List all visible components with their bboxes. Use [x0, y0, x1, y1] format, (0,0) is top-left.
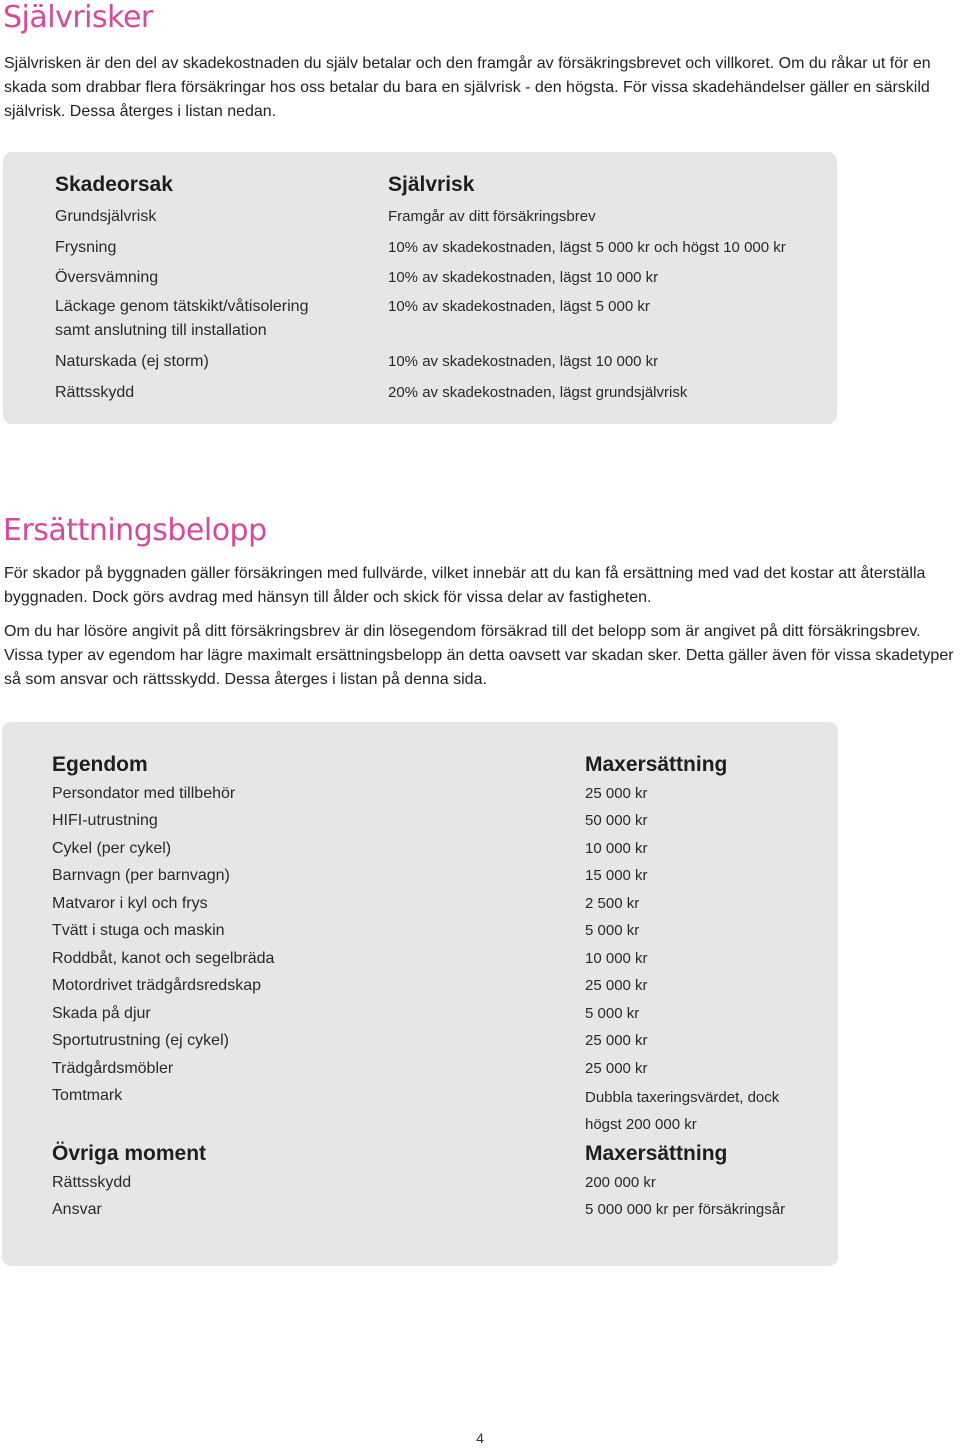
header-maxersattning: Maxersättning — [585, 753, 728, 776]
row-value: 25 000 kr — [585, 785, 648, 802]
header-ovriga-moment: Övriga moment — [52, 1142, 207, 1165]
row-item: HIFI-utrustning — [52, 812, 158, 829]
row-item: Sportutrustning (ej cykel) — [52, 1032, 229, 1049]
row-item: Matvaror i kyl och frys — [52, 895, 208, 912]
row-item: Rättsskydd — [52, 1174, 132, 1191]
row-value: Dubbla taxeringsvärdet, dock högst 200 000 kr — [585, 1089, 780, 1133]
row-item: Motordrivet trädgårdsredskap — [52, 977, 261, 994]
ersattning-paragraph-2: Om du har lösöre angivit på ditt försäkringsbrev är din lösegendom försäkrad till det belopp som är angivet på ditt försäkringsbrev. Vissa typer av egendom har lägre maximalt ersättningsbelopp än detta oavsett var skadan sker. Detta gäller även för vissa skadetyper så som ansvar och rättsskydd. Dessa återges i listan på denna sida. — [4, 623, 954, 688]
row-cause: Grundsjälvrisk — [55, 208, 157, 225]
row-value: 15 000 kr — [585, 867, 648, 884]
row-value: 5 000 kr — [585, 922, 640, 939]
row-cause: Läckage genom tätskikt/våtisolering samt anslutning till installation — [55, 298, 309, 339]
row-value: 10 000 kr — [585, 950, 648, 967]
row-value: 25 000 kr — [585, 1032, 648, 1049]
row-item: Trädgårdsmöbler — [52, 1060, 174, 1077]
row-item: Ansvar — [52, 1201, 102, 1218]
row-value: 5 000 kr — [585, 1005, 640, 1022]
row-value: 10% av skadekostnaden, lägst 10 000 kr — [388, 269, 659, 286]
row-value: 50 000 kr — [585, 812, 648, 829]
row-cause: Naturskada (ej storm) — [55, 353, 209, 370]
row-cause: Frysning — [55, 239, 117, 256]
row-value: 10% av skadekostnaden, lägst 5 000 kr och högst 10 000 kr — [388, 239, 786, 256]
row-value: 10% av skadekostnaden, lägst 5 000 kr — [388, 298, 650, 315]
row-cause: Översvämning — [55, 269, 159, 286]
ersattning-paragraph-1: För skador på byggnaden gäller försäkringen med fullvärde, vilket innebär att du kan få ersättning med vad det kostar att återställa byggnaden. Dock görs avdrag med hänsyn till ålder och skick för vissa delar av fastigheten. — [4, 565, 926, 606]
row-value: 20% av skadekostnaden, lägst grundsjälvrisk — [388, 384, 688, 401]
sjalvrisk-table — [3, 152, 837, 424]
row-item: Barnvagn (per barnvagn) — [52, 867, 230, 884]
row-value: 25 000 kr — [585, 1060, 648, 1077]
section-title-ersattningsbelopp: Ersättningsbelopp — [3, 513, 267, 548]
row-item: Roddbåt, kanot och segelbräda — [52, 950, 275, 967]
header-egendom: Egendom — [52, 753, 148, 776]
sjalvrisker-intro-paragraph: Självrisken är den del av skadekostnaden du själv betalar och den framgår av försäkringsbrevet och villkoret. Om du råkar ut för en skada som drabbar flera försäkringar hos oss betalar du bara en självrisk - den högsta. För vissa skadehändelser gäller en särskild självrisk. Dessa återges i listan nedan. — [4, 55, 931, 120]
row-item: Tvätt i stuga och maskin — [52, 922, 225, 939]
row-value: 200 000 kr — [585, 1174, 656, 1191]
row-item: Persondator med tillbehör — [52, 785, 236, 802]
row-value: 10 000 kr — [585, 840, 648, 857]
maxersattning-table — [2, 722, 838, 1266]
row-item: Skada på djur — [52, 1005, 151, 1022]
row-value: 2 500 kr — [585, 895, 640, 912]
page-number: 4 — [476, 1430, 484, 1446]
row-item: Tomtmark — [52, 1087, 123, 1104]
row-value: 5 000 000 kr per försäkringsår — [585, 1201, 786, 1218]
header-sjalvrisk: Självrisk — [388, 173, 475, 196]
row-item: Cykel (per cykel) — [52, 840, 172, 857]
section-title-sjalvrisker: Självrisker — [3, 0, 153, 35]
row-cause: Rättsskydd — [55, 384, 135, 401]
row-value: 25 000 kr — [585, 977, 648, 994]
header-skadeorsak: Skadeorsak — [55, 173, 173, 196]
row-value: Framgår av ditt försäkringsbrev — [388, 208, 596, 225]
header-maxersattning-2: Maxersättning — [585, 1142, 728, 1165]
row-value: 10% av skadekostnaden, lägst 10 000 kr — [388, 353, 659, 370]
